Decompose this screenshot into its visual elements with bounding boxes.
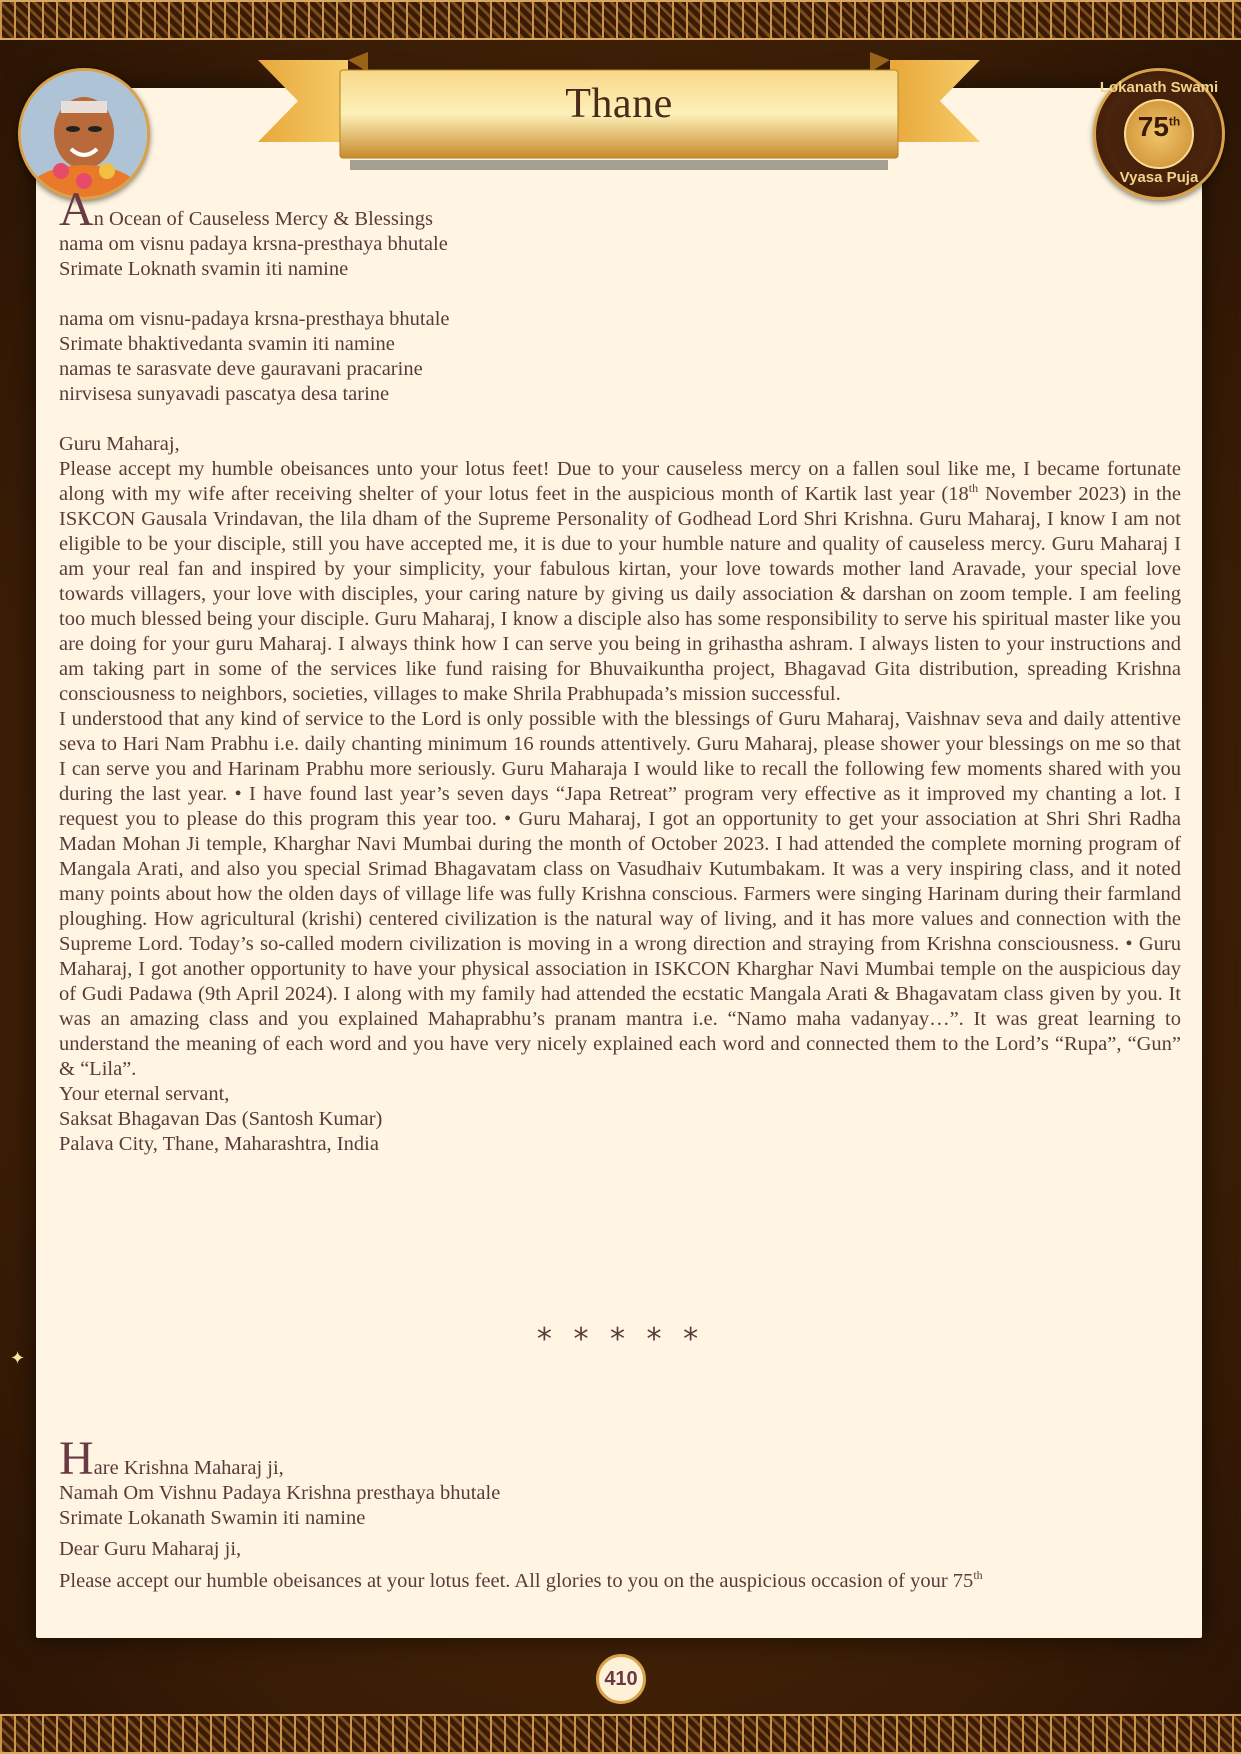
badge-top-text: Lokanath Swami <box>1099 79 1219 96</box>
page-title: Thane <box>565 81 673 127</box>
badge-number: 75th <box>1137 111 1181 142</box>
mantra-line: nama om visnu padaya krsna-presthaya bhutale <box>59 233 448 255</box>
sparkle-icon: ✦ <box>10 1348 26 1369</box>
portrait-image <box>21 71 147 197</box>
mantra-line: Namah Om Vishnu Padaya Krishna presthaya bhutale <box>59 1482 501 1504</box>
letter-1-heading: An Ocean of Causeless Mercy & Blessings <box>59 183 433 236</box>
vyasa-puja-badge <box>1093 68 1225 200</box>
letter-2 <box>59 1432 1181 1594</box>
dropcap: A <box>59 183 94 236</box>
title-ribbon <box>258 52 980 172</box>
page-number: 410 <box>596 1654 646 1704</box>
mantra-line: nirvisesa sunyavadi pascatya desa tarine <box>59 383 390 405</box>
closing: Your eternal servant, <box>59 1083 230 1105</box>
dropcap: H <box>59 1432 94 1485</box>
salutation: Dear Guru Maharaj ji, <box>59 1538 242 1560</box>
bottom-decorative-border <box>0 1714 1241 1754</box>
mantra-line: Srimate bhaktivedanta svamin iti namine <box>59 333 395 355</box>
guru-portrait <box>18 68 150 200</box>
mantra-line: Srimate Loknath svamin iti namine <box>59 258 349 280</box>
letter-2-heading: Hare Krishna Maharaj ji, <box>59 1432 284 1485</box>
body-paragraph: I understood that any kind of service to the Lord is only possible with the blessings of Guru Maharaj, Vaishnav seva and daily attentive seva to Hari Nam Prabhu i.e. daily chanting minimum 16 rounds attentively. Guru Maharaj, please shower your blessings on me so that I can serve you and Harinam Prabhu more seriously. Guru Maharaja I would like to recall the following few moments shared with you during the last year. • I have found last year’s seven days “Japa Retreat” program very effective as it improved my chanting a lot. I request you to please do this program this year too. • Guru Maharaj, I got an opportunity to get your association at Shri Shri Radha Madan Mohan Ji temple, Kharghar Navi Mumbai during the month of October 2023. I had attended the complete morning program of Mangala Arati, and also you special Srimad Bhagavatam class on Vasudhaiv Kutumbakam. It was a very inspiring class, and it noted many points about how the olden days of village life was fully Krishna conscious. Farmers were singing Harinam during their farmland ploughing. How agricultural (krishi) centered civilization is the natural way of living, and it has more values and connection with the Supreme Lord. Today’s so-called modern civilization is moving in a wrong direction and straying from Krishna consciousness. • Guru Maharaj, I got another opportunity to have your physical association in ISKCON Kharghar Navi Mumbai temple on the auspicious day of Gudi Padawa (9th April 2024). I along with my family had attended the ecstatic Mangala Arati & Bhagavatam class given by you. It was an amazing class and you explained Mahaprabhu’s pranam mantra i.e. “Namo maha vadanyay…”. It was great learning to understand the meaning of each word and you have very nicely explained each word and connected them to the Lord’s “Rupa”, “Gun” & “Lila”. <box>59 708 1181 1080</box>
letter-1 <box>59 183 1182 1157</box>
mantra-line: nama om visnu-padaya krsna-presthaya bhutale <box>59 308 450 330</box>
mantra-line: Srimate Lokanath Swamin iti namine <box>59 1507 366 1529</box>
signature-place: Palava City, Thane, Maharashtra, India <box>59 1133 379 1155</box>
badge-bottom-text: Vyasa Puja <box>1119 169 1199 186</box>
body-paragraph: Please accept my humble obeisances unto your lotus feet! Due to your causeless mercy on a fallen soul like me, I became fortunate along with my wife after receiving shelter of your lotus feet in the auspicious month of Kartik last year (18th November 2023) in the ISKCON Gausala Vrindavan, the lila dham of the Supreme Personality of Godhead Lord Shri Krishna. Guru Maharaj, I know I am not eligible to be your disciple, still you have accepted me, it is due to your humble nature and quality of causeless mercy. Guru Maharaj I am your real fan and inspired by your simplicity, your fabulous kirtan, your love towards mother land Aravade, your special love towards villagers, your love with disciples, your caring nature by giving us daily association & darshan on zoom temple. I am feeling too much blessed being your disciple. Guru Maharaj, I know a disciple also has some responsibility to serve his spiritual master like you are doing for your guru Maharaj. I always think how I can serve you being in grihastha ashram. I always listen to your instructions and am taking part in some of the services like fund raising for Bhuvaikuntha project, Bhagavad Gita distribution, spreading Krishna consciousness to neighbors, societies, villages to make Shrila Prabhupada’s mission successful. <box>59 458 1182 705</box>
signature-name: Saksat Bhagavan Das (Santosh Kumar) <box>59 1108 383 1130</box>
mantra-line: namas te sarasvate deve gauravani pracarine <box>59 358 423 380</box>
salutation: Guru Maharaj, <box>59 433 180 455</box>
body-paragraph: Please accept our humble obeisances at your lotus feet. All glories to you on the auspicious occasion of your 75th <box>59 1568 983 1592</box>
top-decorative-border <box>0 0 1241 40</box>
badge-medallion <box>1124 99 1194 169</box>
section-separator: * * * * * <box>536 1322 705 1357</box>
